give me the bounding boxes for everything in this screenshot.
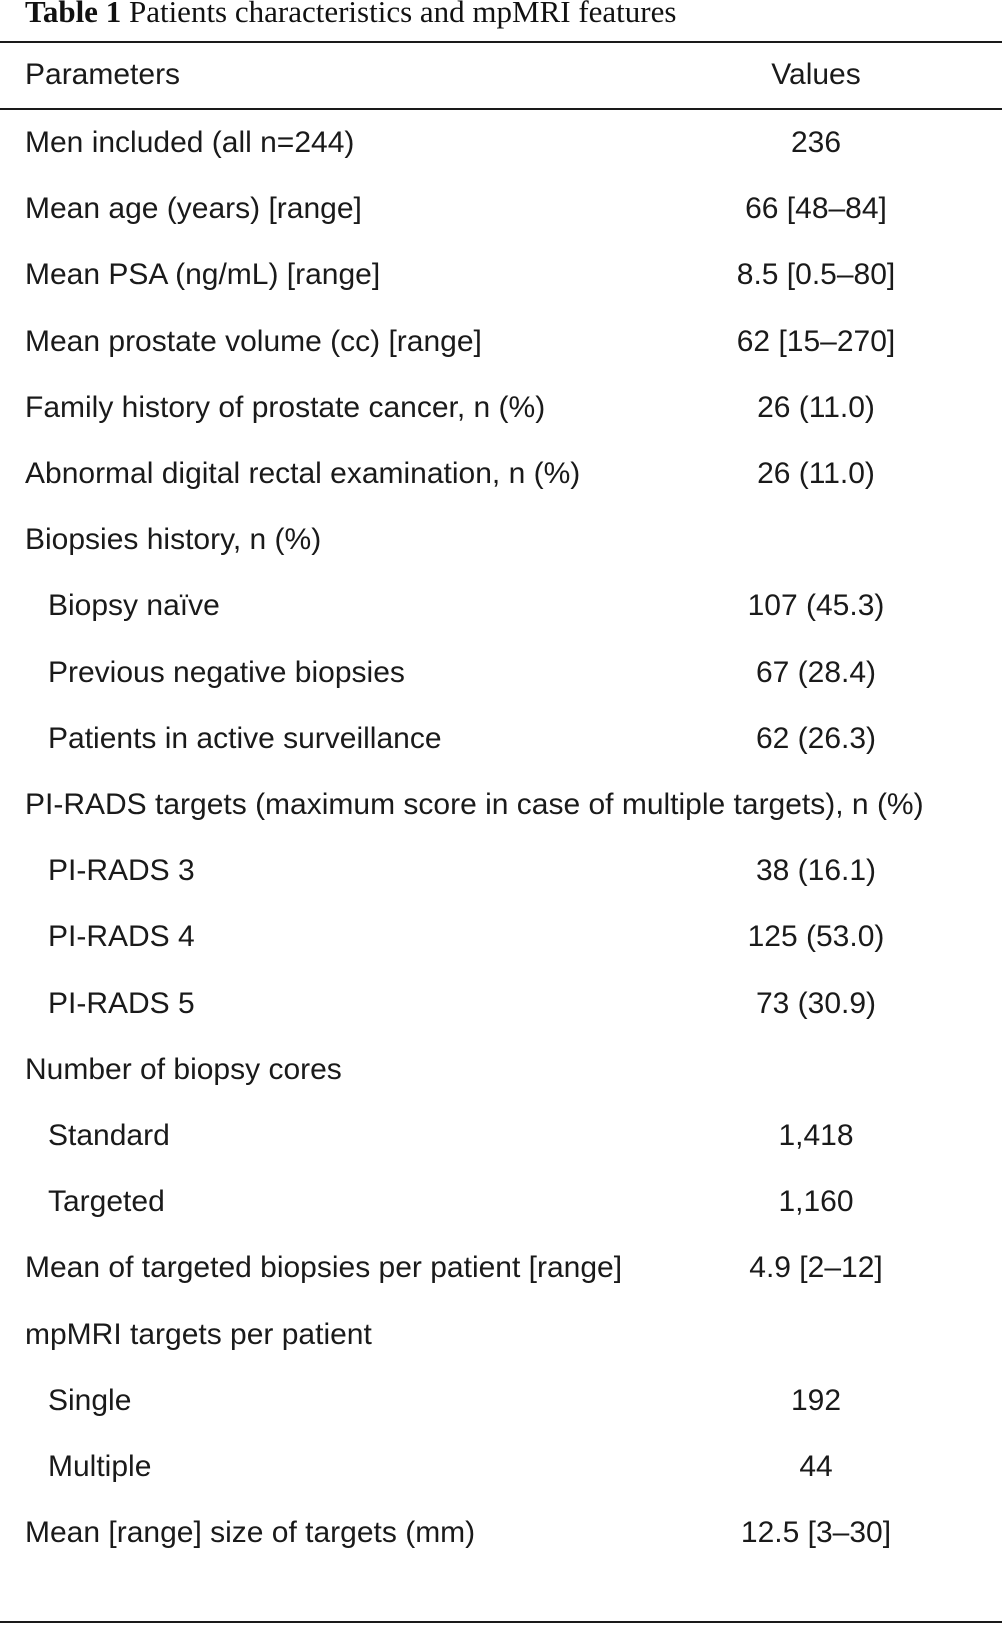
- row-parameter: Standard: [48, 1119, 170, 1153]
- table-bottom-rule: [0, 1621, 1002, 1623]
- table-row: [0, 176, 1002, 242]
- row-value: 67 (28.4): [755, 655, 877, 689]
- table-row: [0, 1169, 1002, 1235]
- row-value: 4.9 [2–12]: [749, 1251, 883, 1285]
- row-value: [640, 507, 992, 573]
- row-parameter: PI-RADS targets (maximum score in case of multiple targets), n (%): [25, 788, 924, 822]
- table-row: [0, 1037, 1002, 1103]
- table-row: [0, 1235, 1002, 1301]
- row-value: [640, 1037, 992, 1103]
- row-value: 62 (26.3): [755, 721, 877, 755]
- row-parameter: Patients in active surveillance: [48, 721, 442, 755]
- table-row: [0, 1302, 1002, 1368]
- row-value: [640, 1302, 992, 1368]
- table-row: [0, 507, 1002, 573]
- table-row: [0, 375, 1002, 441]
- table-row: [0, 242, 1002, 308]
- table-caption-title: Patients characteristics and mpMRI features: [128, 0, 677, 29]
- header-values: Values: [771, 58, 861, 91]
- row-value: 66 [48–84]: [745, 192, 887, 226]
- table-header-row: [0, 42, 1002, 108]
- table-row: [0, 772, 1002, 838]
- row-value: 26 (11.0): [757, 390, 875, 424]
- row-parameter: Targeted: [48, 1185, 165, 1219]
- table-row: [0, 1500, 1002, 1566]
- table-row: [0, 441, 1002, 507]
- row-parameter: Mean PSA (ng/mL) [range]: [25, 258, 381, 292]
- table-row: [0, 1434, 1002, 1500]
- row-value: 1,160: [778, 1185, 854, 1219]
- row-parameter: Biopsies history, n (%): [25, 523, 322, 557]
- row-parameter: PI-RADS 5: [48, 986, 195, 1020]
- row-parameter: Biopsy naïve: [48, 589, 220, 623]
- row-parameter: Single: [48, 1383, 132, 1417]
- row-parameter: Mean [range] size of targets (mm): [25, 1516, 476, 1550]
- row-value: 236: [790, 126, 842, 160]
- table-row: [0, 706, 1002, 772]
- table-row: [0, 1103, 1002, 1169]
- table-row: [0, 838, 1002, 904]
- row-parameter: Abnormal digital rectal examination, n (%): [25, 457, 581, 491]
- row-value: 44: [799, 1450, 833, 1484]
- table-caption-label: Table 1: [25, 0, 122, 29]
- row-parameter: PI-RADS 3: [48, 854, 195, 888]
- row-value: 62 [15–270]: [736, 324, 896, 358]
- row-value: 192: [790, 1383, 842, 1417]
- table-row: [0, 640, 1002, 706]
- row-parameter: Mean prostate volume (cc) [range]: [25, 324, 482, 358]
- row-parameter: Mean of targeted biopsies per patient [range]: [25, 1251, 623, 1285]
- row-parameter: Mean age (years) [range]: [25, 192, 362, 226]
- row-parameter: Number of biopsy cores: [25, 1052, 342, 1086]
- row-parameter: Multiple: [48, 1450, 152, 1484]
- table-caption: [25, 0, 676, 32]
- row-parameter: Family history of prostate cancer, n (%): [25, 390, 546, 424]
- row-value: 12.5 [3–30]: [740, 1516, 892, 1550]
- table-row: [0, 309, 1002, 375]
- table-row: [0, 573, 1002, 639]
- row-value: 107 (45.3): [747, 589, 885, 623]
- row-parameter: mpMRI targets per patient: [25, 1317, 372, 1351]
- row-value: 125 (53.0): [747, 920, 885, 954]
- row-value: 26 (11.0): [757, 457, 875, 491]
- row-value: 8.5 [0.5–80]: [736, 258, 896, 292]
- row-value: 38 (16.1): [755, 854, 877, 888]
- row-value: [640, 772, 992, 838]
- table-body: [0, 110, 1002, 1620]
- header-parameters: Parameters: [25, 58, 181, 91]
- table-row: [0, 904, 1002, 970]
- row-value: 1,418: [778, 1119, 854, 1153]
- row-parameter: PI-RADS 4: [48, 920, 195, 954]
- row-value: 73 (30.9): [755, 986, 877, 1020]
- row-parameter: Men included (all n=244): [25, 126, 355, 160]
- table-row: [0, 110, 1002, 176]
- table-row: [0, 971, 1002, 1037]
- table-row: [0, 1368, 1002, 1434]
- row-parameter: Previous negative biopsies: [48, 655, 405, 689]
